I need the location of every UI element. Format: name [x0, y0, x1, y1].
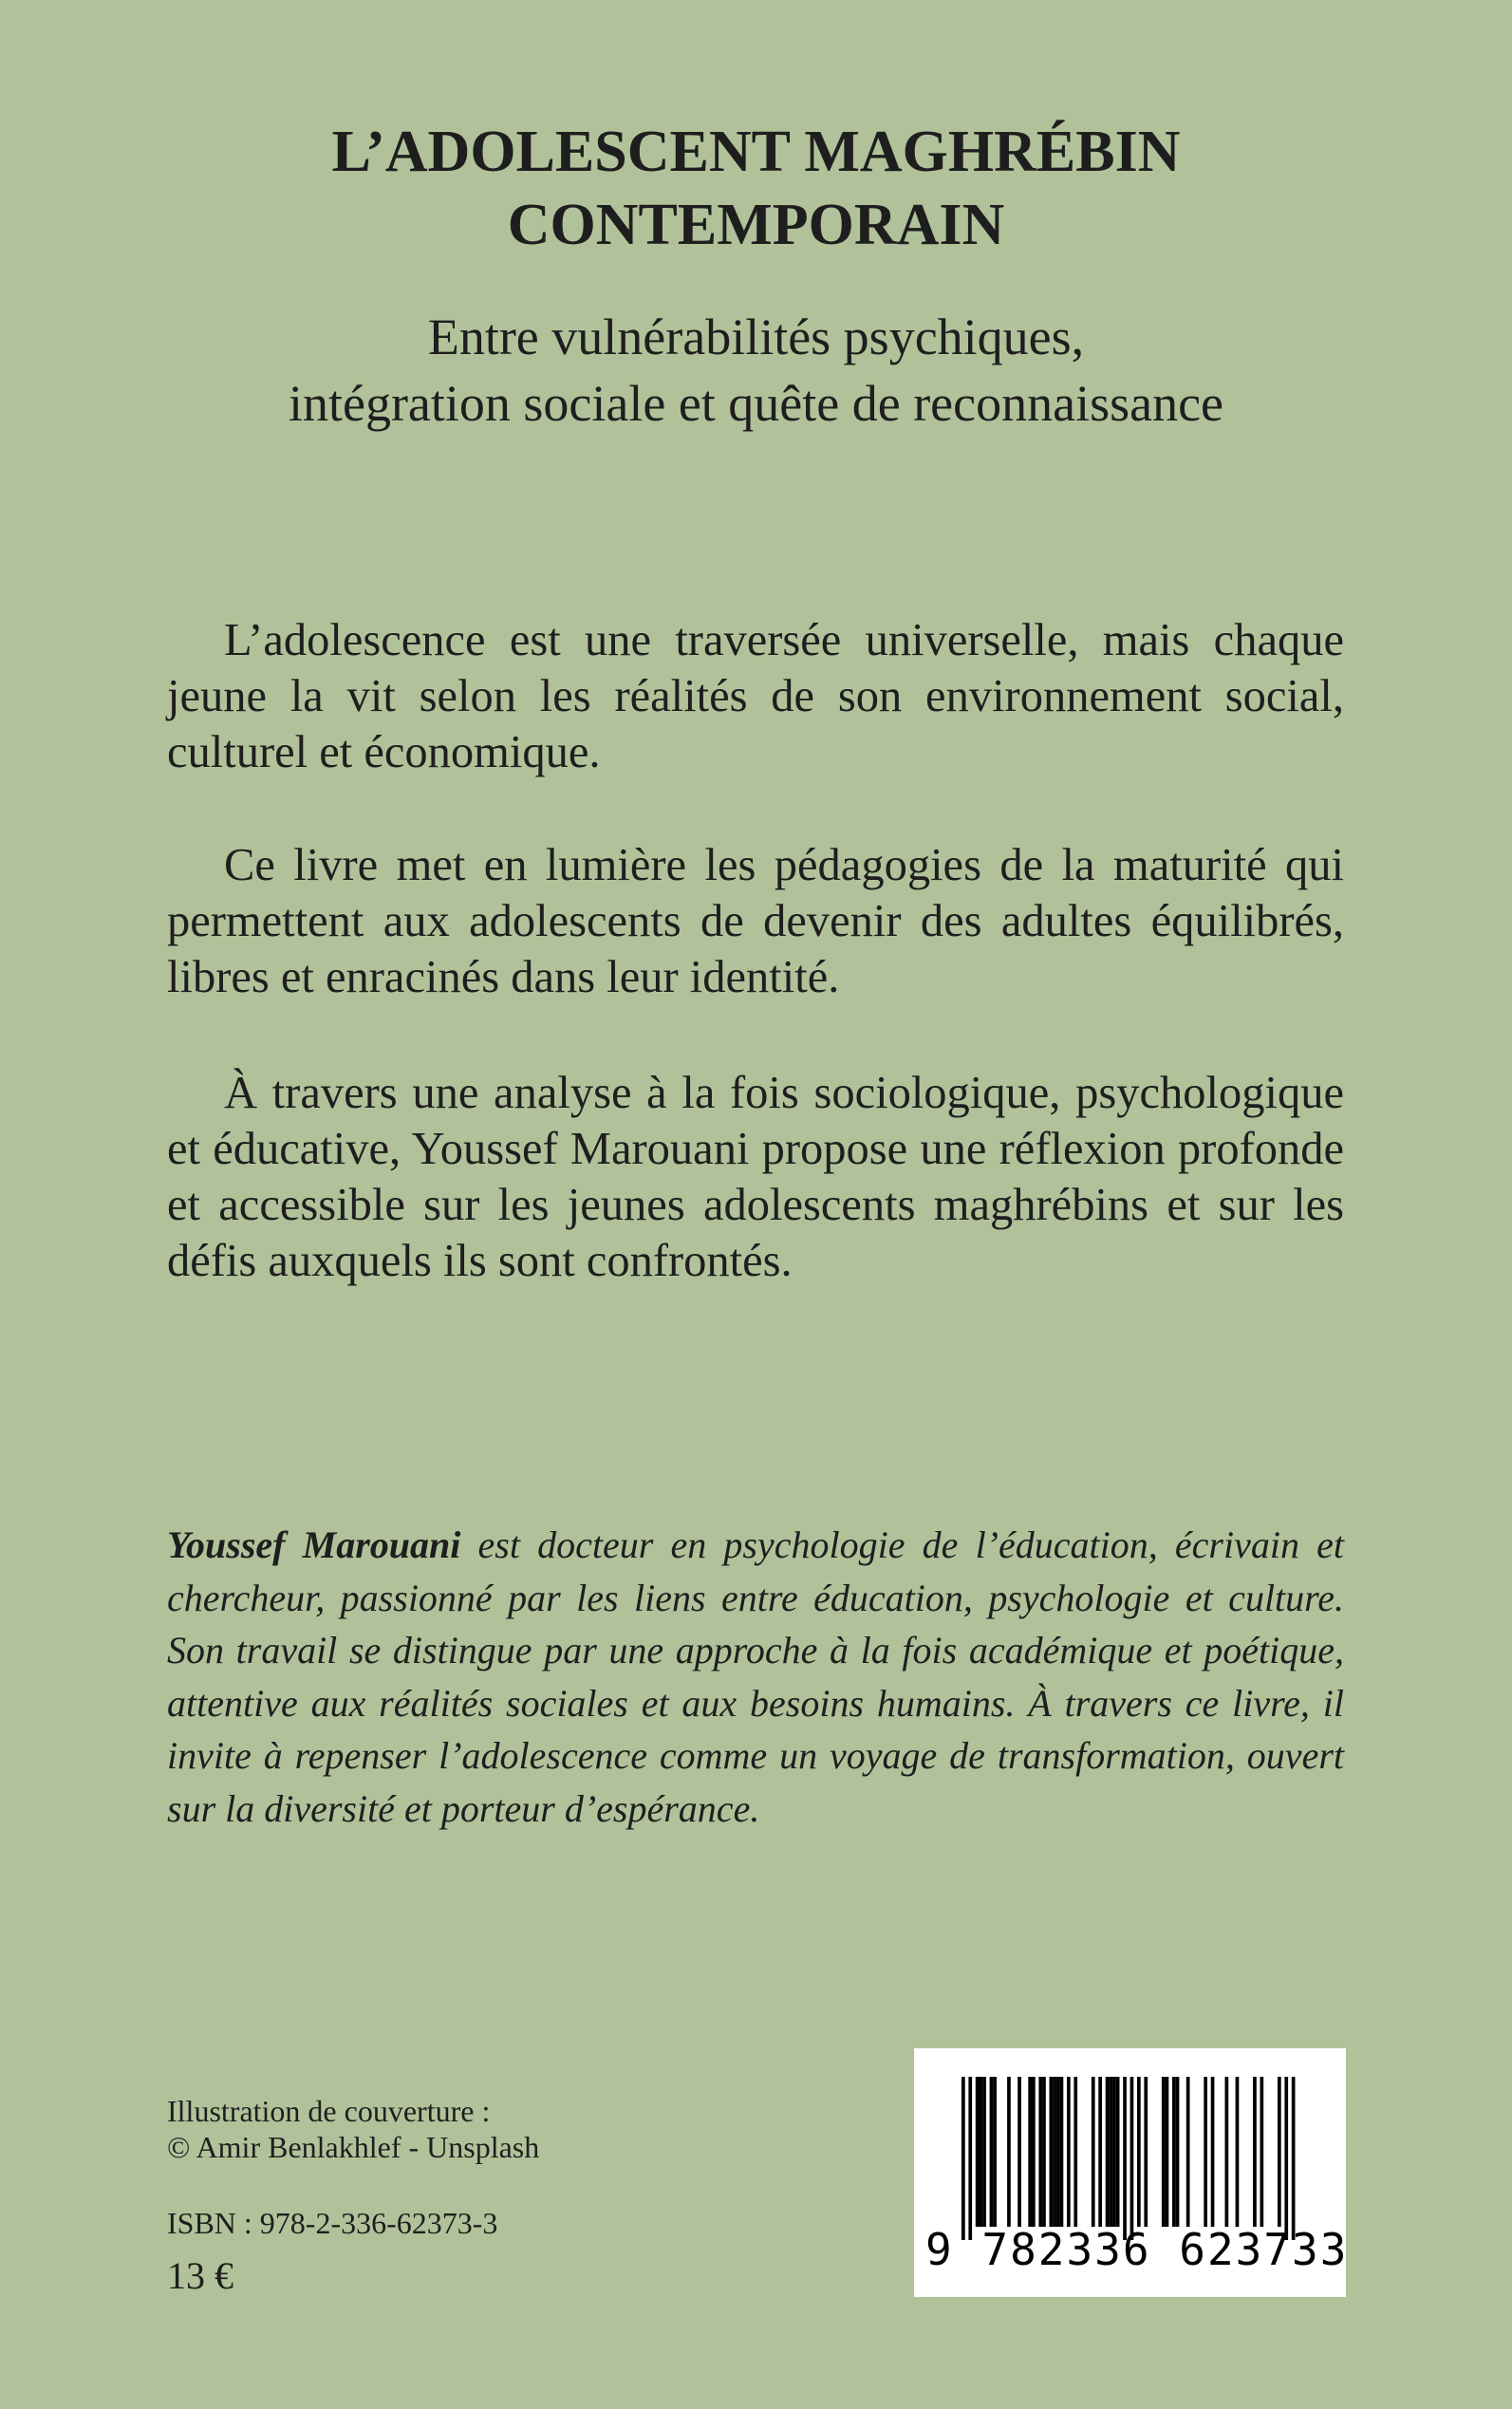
book-title	[0, 116, 1512, 262]
barcode-bar	[1017, 2077, 1021, 2227]
barcode-bar	[982, 2077, 986, 2227]
barcode-bar	[968, 2077, 972, 2240]
barcode-bar	[1092, 2077, 1095, 2227]
barcode-bar	[1106, 2077, 1110, 2227]
book-subtitle-line-1: Entre vulnérabilités psychiques,	[427, 308, 1085, 365]
barcode-bar	[980, 2077, 983, 2227]
barcode-bar	[1112, 2077, 1116, 2227]
barcode-bar	[1130, 2077, 1134, 2240]
barcode-bar	[1109, 2077, 1112, 2227]
barcode-bar	[1176, 2077, 1180, 2227]
barcode-bar	[1211, 2077, 1215, 2227]
barcode-bar	[1053, 2077, 1056, 2227]
barcode-bar	[1236, 2077, 1240, 2227]
barcode-bar	[1278, 2077, 1281, 2227]
barcode-bar	[976, 2077, 980, 2227]
author-bio	[167, 1519, 1344, 1835]
cover-credits	[167, 2093, 539, 2165]
barcode-bar	[1060, 2077, 1064, 2227]
barcode-bar	[1056, 2077, 1060, 2227]
summary-paragraph-2: Ce livre met en lumière les pédagogies de la maturité qui permettent aux adolescents de devenir des adultes équilibrés, libres et enracinés dans leur identité.	[167, 840, 1344, 1002]
barcode-bar	[1166, 2077, 1169, 2227]
barcode-bar	[1292, 2077, 1296, 2240]
barcode-bar	[961, 2077, 965, 2240]
cover-credit-label: Illustration de couverture :	[167, 2094, 491, 2128]
barcode-bar	[1260, 2077, 1264, 2227]
barcode-bar	[1225, 2077, 1229, 2227]
isbn: ISBN : 978-2-336-62373-3	[167, 2206, 498, 2240]
barcode-bar	[1028, 2077, 1032, 2227]
barcode-bar	[1172, 2077, 1176, 2227]
summary-paragraph-1: L’adolescence est une traversée universelle, mais chaque jeune la vit selon les réalités de son environnement social, culturel et économique.	[167, 615, 1344, 777]
barcode-bar	[1123, 2077, 1127, 2240]
barcode-bar	[1067, 2077, 1071, 2227]
barcode-bar	[1098, 2077, 1102, 2227]
barcode-bar	[1204, 2077, 1207, 2227]
author-name: Youssef Marouani	[167, 1523, 461, 1566]
barcode-bar	[993, 2077, 997, 2227]
book-title-line-2: CONTEMPORAIN	[507, 193, 1005, 257]
barcode-bar	[1284, 2077, 1288, 2240]
barcode-bar	[990, 2077, 994, 2227]
barcode-bar	[1073, 2077, 1077, 2227]
barcode-bar	[1116, 2077, 1120, 2227]
barcode-bar	[1253, 2077, 1257, 2227]
book-subtitle-line-2: intégration sociale et quête de reconnaissance	[288, 375, 1224, 432]
book-subtitle	[0, 304, 1512, 437]
barcode-bar	[1137, 2077, 1141, 2227]
price: 13 €	[167, 2254, 233, 2297]
barcode-bar	[1042, 2077, 1046, 2227]
barcode-bar	[1186, 2077, 1190, 2227]
barcode-bar	[1144, 2077, 1148, 2227]
barcode-bar	[1032, 2077, 1036, 2227]
book-title-line-1: L’ADOLESCENT MAGHRÉBIN	[331, 120, 1181, 184]
barcode	[914, 2048, 1349, 2297]
summary-paragraph-3: À travers une analyse à la fois sociologique, psychologique et éducative, Youssef Marouani propose une réflexion profonde et accessible sur les jeunes adolescents maghrébins et sur les défis auxquels ils sont confrontés.	[167, 1068, 1344, 1286]
barcode-bar	[1162, 2077, 1166, 2227]
barcode-digits: 9 782336 623733	[925, 2224, 1349, 2275]
author-bio-text: est docteur en psychologie de l’éducation, écrivain et chercheur, passionné par les liens entre éducation, psychologie et culture. Son travail se distingue par une approche à la fois académique et poétique, attentive aux réalités sociales et aux besoins humains. À travers ce livre, il invite à repenser l’adolescence comme un voyage de transformation, ouvert sur la diversité et porteur d’espérance.	[167, 1523, 1344, 1830]
barcode-bar	[1050, 2077, 1054, 2227]
barcode-bar	[1007, 2077, 1011, 2227]
cover-credit-source: © Amir Benlakhlef - Unsplash	[167, 2130, 540, 2164]
barcode-bar	[1038, 2077, 1042, 2227]
